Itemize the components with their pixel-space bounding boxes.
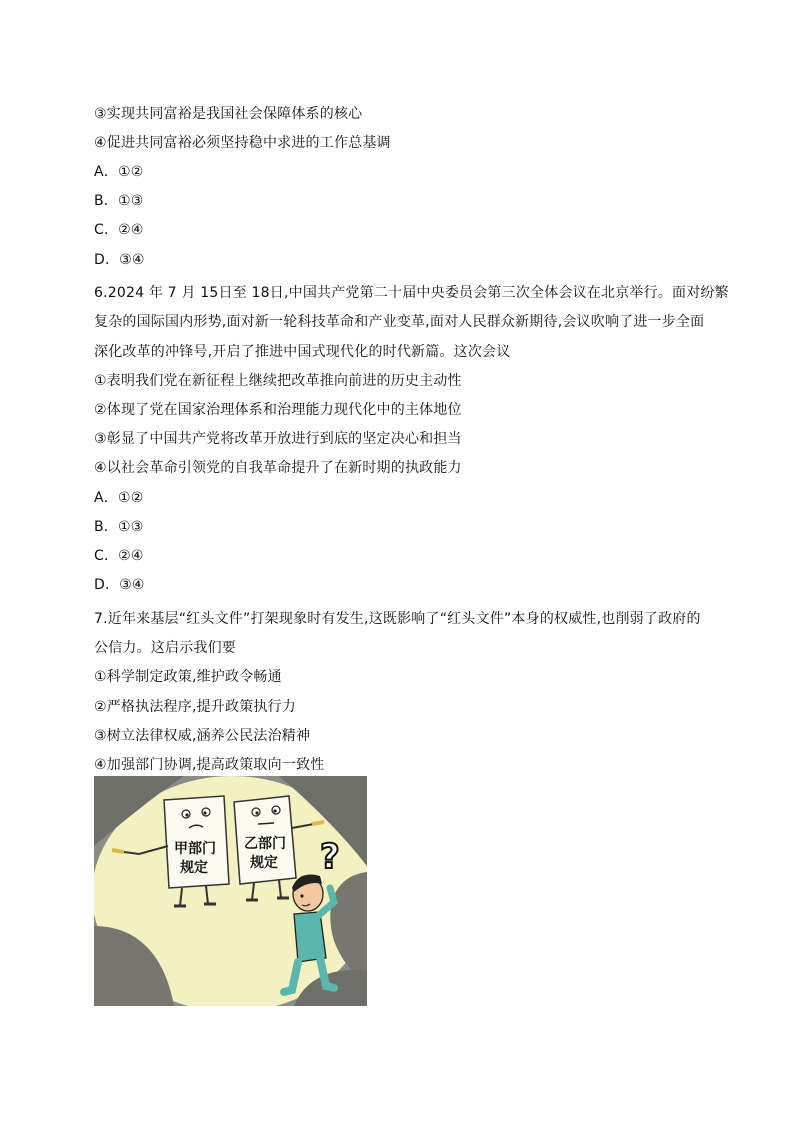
question-mark: ? <box>320 837 340 877</box>
q7-option-3: ③树立法律权威,涵养公民法治精神 <box>94 728 311 744</box>
q5-choice-a: A．①② <box>94 164 144 180</box>
q6-option-2: ②体现了党在国家治理体系和治理能力现代化中的主体地位 <box>94 402 462 418</box>
q6-stem-line-3: 深化改革的冲锋号,开启了推进中国式现代化的时代新篇。这次会议 <box>94 344 511 360</box>
q6-choice-b: B．①③ <box>94 519 144 535</box>
right-doc-label-2: 规定 <box>250 855 278 871</box>
q7-stem-line-2: 公信力。这启示我们要 <box>94 640 236 656</box>
cartoon-illustration <box>94 776 367 1006</box>
right-doc-label-1: 乙部门 <box>244 836 286 852</box>
q6-choice-c: C．②④ <box>94 548 144 564</box>
q6-option-4: ④以社会革命引领党的自我革命提升了在新时期的执政能力 <box>94 460 462 476</box>
q5-option-4: ④促进共同富裕必须坚持稳中求进的工作总基调 <box>94 135 391 151</box>
q7-option-1: ①科学制定政策,维护政令畅通 <box>94 669 282 685</box>
q6-option-1: ①表明我们党在新征程上继续把改革推向前进的历史主动性 <box>94 373 462 389</box>
q7-option-4: ④加强部门协调,提高政策取向一致性 <box>94 757 325 773</box>
q5-choice-b: B．①③ <box>94 193 144 209</box>
q6-choice-a: A．①② <box>94 490 144 506</box>
left-doc-label-2: 规定 <box>180 860 208 876</box>
q6-option-3: ③彰显了中国共产党将改革开放进行到底的坚定决心和担当 <box>94 431 462 447</box>
q7-option-2: ②严格执法程序,提升政策执行力 <box>94 699 297 715</box>
q5-choice-d: D．③④ <box>94 252 145 268</box>
q6-choice-d: D．③④ <box>94 577 145 593</box>
q6-stem-line-2: 复杂的国际国内形势,面对新一轮科技革命和产业变革,面对人民群众新期待,会议吹响了进一步全面 <box>94 314 705 330</box>
left-doc-label-1: 甲部门 <box>174 841 216 857</box>
cartoon-image <box>94 776 367 1006</box>
q7-stem-line-1: 7.近年来基层“红头文件”打架现象时有发生,这既影响了“红头文件”本身的权威性,也削弱了政府的 <box>94 611 701 627</box>
q5-choice-c: C．②④ <box>94 222 144 238</box>
q6-stem-line-1: 6.2024 年 7 月 15日至 18日,中国共产党第二十届中央委员会第三次全体会议在北京举行。面对纷繁 <box>94 285 729 301</box>
q5-option-3: ③实现共同富裕是我国社会保障体系的核心 <box>94 106 363 122</box>
